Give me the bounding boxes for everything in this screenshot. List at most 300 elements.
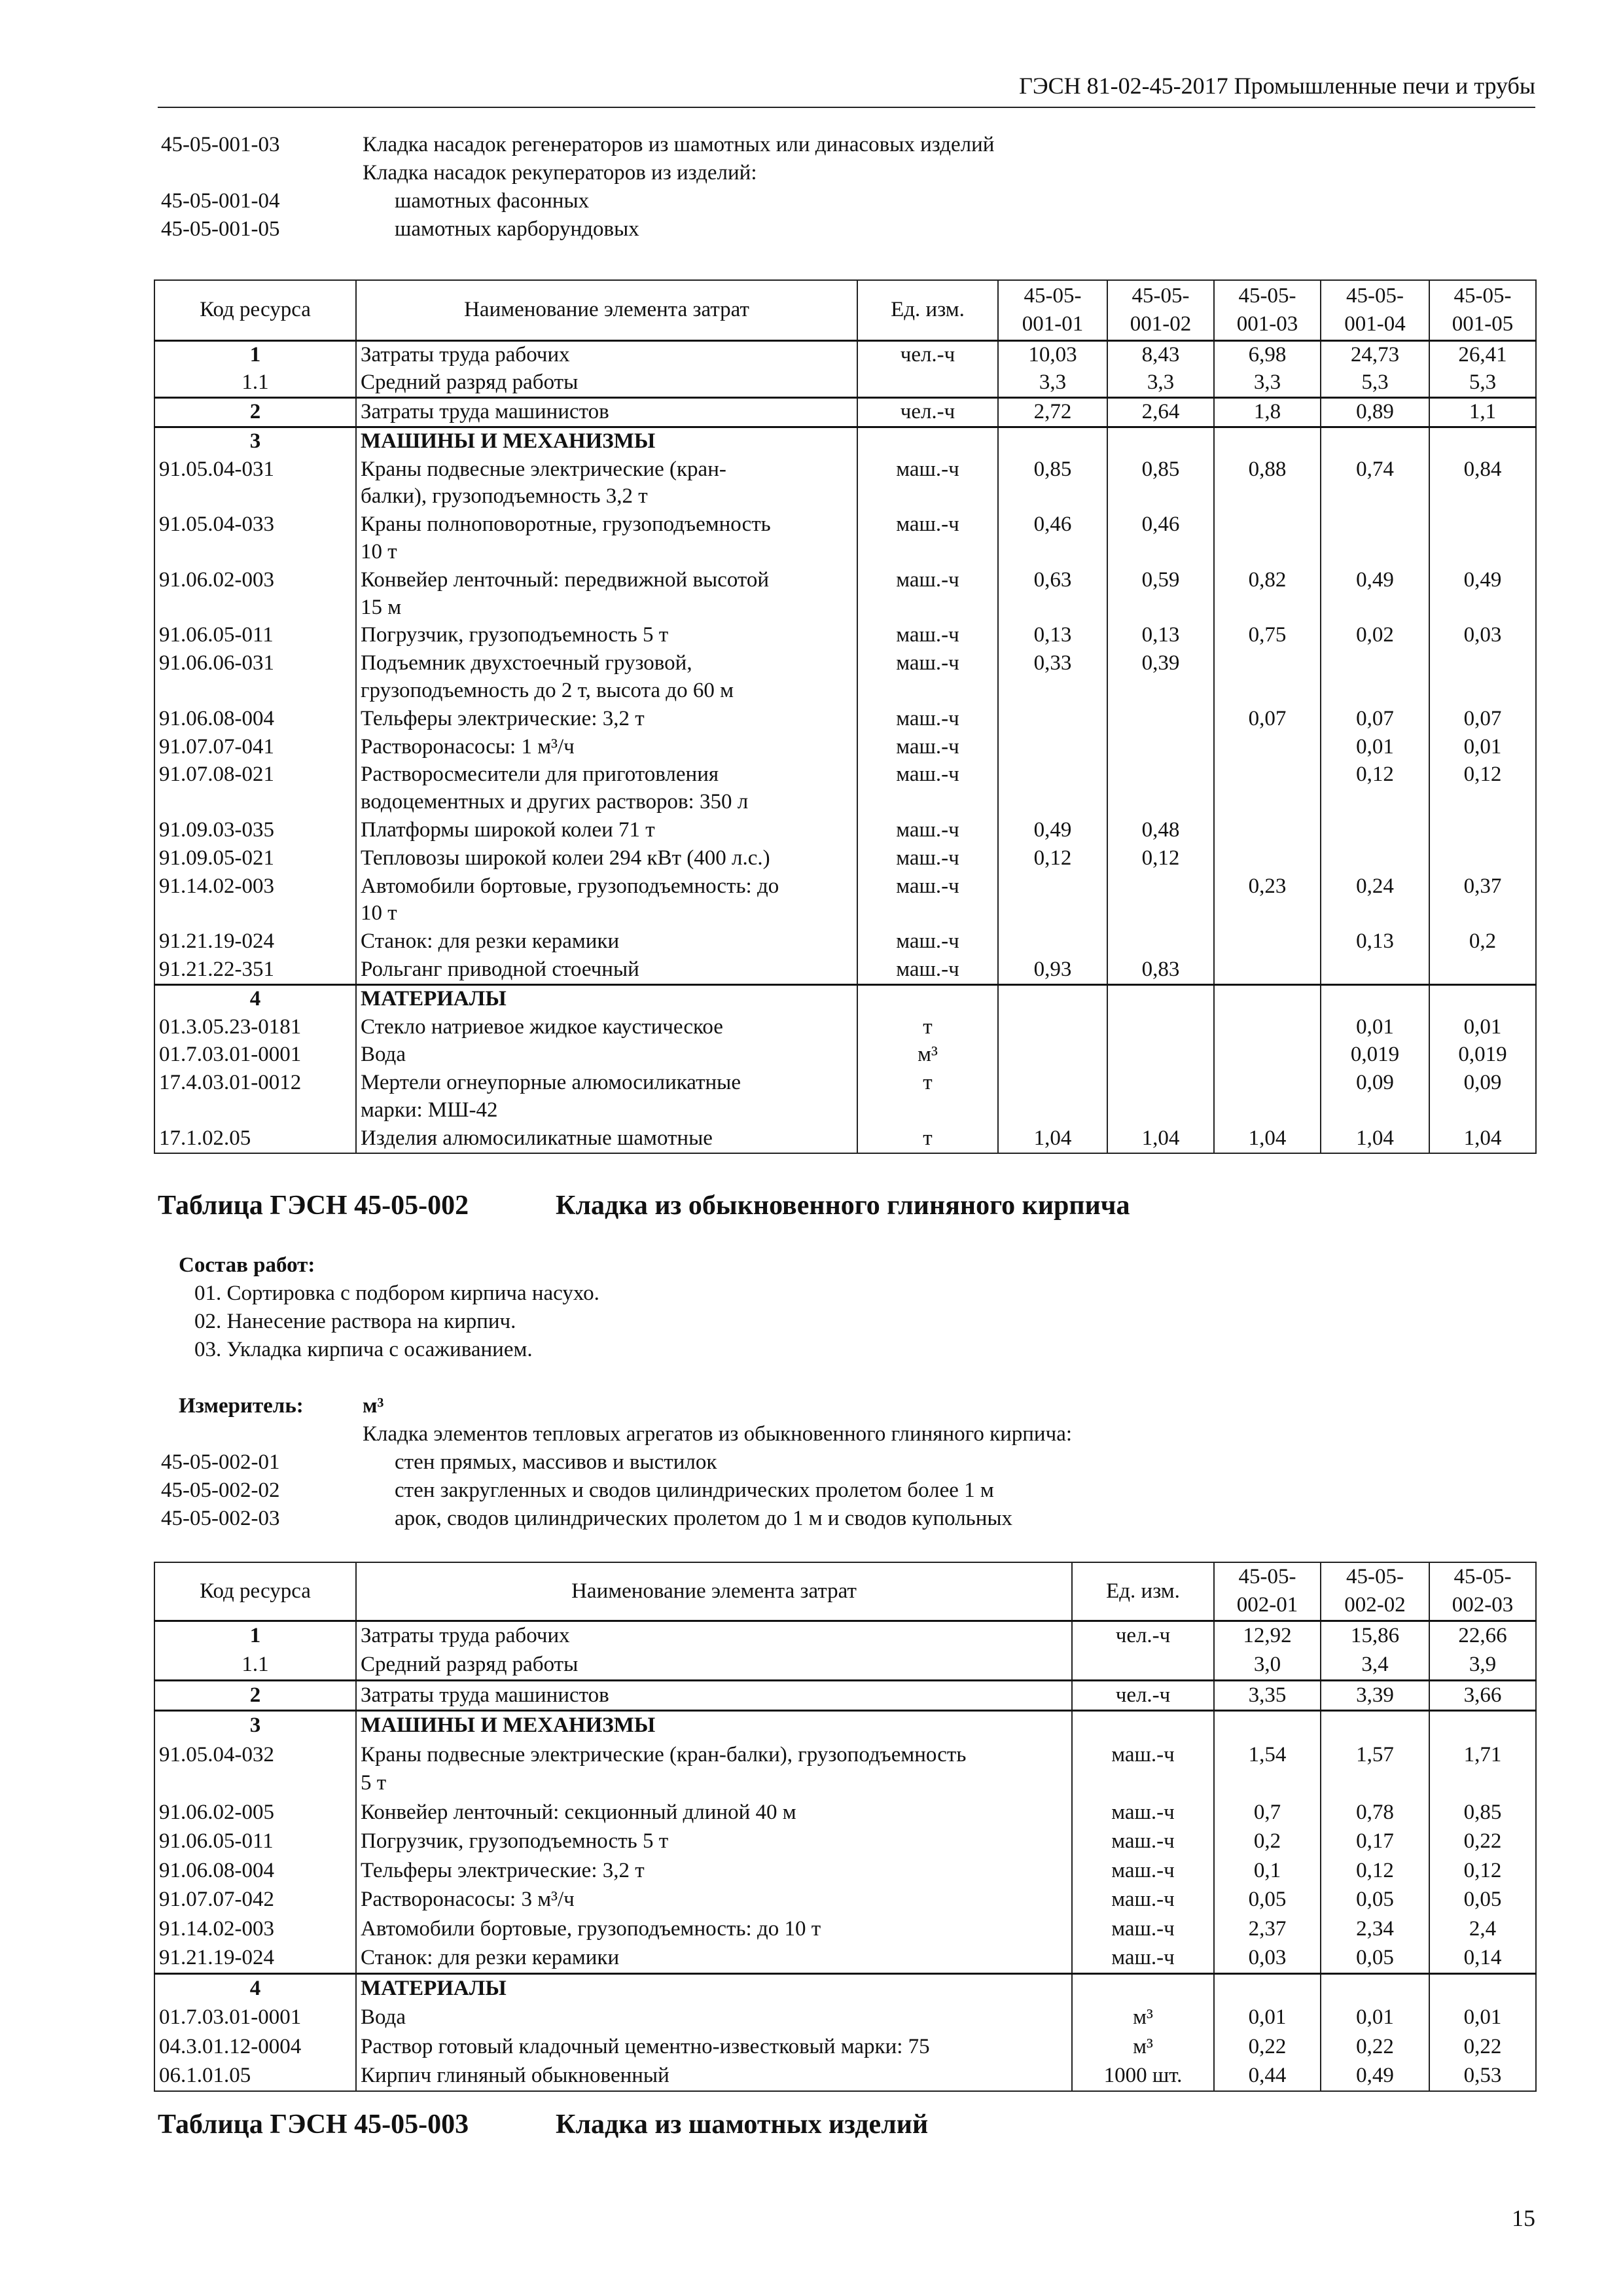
- norm-value: [1321, 427, 1429, 456]
- resource-code: 91.09.03-035: [154, 817, 356, 845]
- norm-value: [1214, 1711, 1321, 1741]
- norm-value: [1321, 1973, 1429, 2003]
- resource-code: 01.3.05.23-0181: [154, 1013, 356, 1041]
- resource-name: Краны подвесные электрические (кран-балки), грузоподъемность 5 т: [356, 1740, 1072, 1798]
- unit: маш.-ч: [857, 650, 998, 706]
- resource-name: Тельферы электрические: 3,2 т: [356, 705, 857, 733]
- resource-name: Рольганг приводной стоечный: [356, 956, 857, 985]
- norm-value: 0,019: [1429, 1041, 1536, 1069]
- resource-code: 06.1.01.05: [154, 2062, 356, 2091]
- norm-description: стен прямых, массивов и выстилок: [395, 1450, 717, 1474]
- norm-value: 0,2: [1214, 1827, 1321, 1857]
- norm-value: 3,3: [1107, 369, 1214, 398]
- norm-value: 2,37: [1214, 1914, 1321, 1944]
- resource-name: МАШИНЫ И МЕХАНИЗМЫ: [356, 427, 857, 456]
- norm-value: 12,92: [1214, 1621, 1321, 1651]
- table-row: [154, 1069, 1536, 1125]
- table-section-row: [154, 1973, 1536, 2003]
- work-item: 02. Нанесение раствора на кирпич.: [194, 1310, 516, 1333]
- norm-value: 0,53: [1429, 2062, 1536, 2091]
- resource-code: 4: [154, 984, 356, 1013]
- norm-value: [1214, 984, 1321, 1013]
- column-header: 45-05- 001-03: [1214, 280, 1321, 340]
- norm-value: 0,7: [1214, 1798, 1321, 1827]
- table-row: [154, 1886, 1536, 1915]
- table-row: [154, 1041, 1536, 1069]
- norms-table-45-05-002: [154, 1562, 1537, 2092]
- resource-code: 91.21.19-024: [154, 1944, 356, 1974]
- norm-value: 0,09: [1429, 1069, 1536, 1125]
- norm-value: [1429, 844, 1536, 872]
- resource-code: 1: [154, 340, 356, 369]
- norm-value: 1,71: [1429, 1740, 1536, 1798]
- norm-value: 3,66: [1429, 1680, 1536, 1711]
- norm-value: 0,89: [1321, 398, 1429, 427]
- norm-value: 3,35: [1214, 1680, 1321, 1711]
- norm-value: 0,85: [1107, 456, 1214, 511]
- unit: маш.-ч: [857, 456, 998, 511]
- table-row: [154, 1124, 1536, 1153]
- norm-value: 0,23: [1214, 872, 1321, 928]
- unit: м³: [857, 1041, 998, 1069]
- norm-value: [1429, 511, 1536, 567]
- resource-code: 04.3.01.12-0004: [154, 2032, 356, 2062]
- norm-value: 0,05: [1321, 1886, 1429, 1915]
- norm-value: 0,01: [1429, 1013, 1536, 1041]
- column-header: 45-05- 001-04: [1321, 280, 1429, 340]
- resource-name: Конвейер ленточный: секционный длиной 40 м: [356, 1798, 1072, 1827]
- norm-value: [1214, 733, 1321, 761]
- norm-value: [1214, 427, 1321, 456]
- norm-value: [998, 705, 1107, 733]
- page-number: 15: [1512, 2205, 1535, 2231]
- norm-value: 15,86: [1321, 1621, 1429, 1651]
- resource-code: 91.21.19-024: [154, 928, 356, 956]
- resource-name: Краны подвесные электрические (кран- балки), грузоподъемность 3,2 т: [356, 456, 857, 511]
- unit: м³: [1072, 2032, 1214, 2062]
- norm-value: [1321, 511, 1429, 567]
- norm-value: 0,14: [1429, 1944, 1536, 1974]
- resource-code: 2: [154, 1680, 356, 1711]
- unit: [857, 369, 998, 398]
- resource-code: 2: [154, 398, 356, 427]
- norm-value: 3,9: [1429, 1651, 1536, 1681]
- unit: 1000 шт.: [1072, 2062, 1214, 2091]
- norm-value: [1107, 1041, 1214, 1069]
- norm-value: 0,01: [1321, 2003, 1429, 2033]
- norm-value: 0,019: [1321, 1041, 1429, 1069]
- resource-name: МАТЕРИАЛЫ: [356, 984, 857, 1013]
- resource-code: 91.07.07-042: [154, 1886, 356, 1915]
- norm-code: 45-05-002-03: [161, 1507, 280, 1530]
- norm-value: [1214, 761, 1321, 817]
- norm-value: 0,07: [1321, 705, 1429, 733]
- norm-value: 3,3: [998, 369, 1107, 398]
- unit: маш.-ч: [1072, 1740, 1214, 1798]
- column-header: 45-05- 002-02: [1321, 1562, 1429, 1621]
- resource-name: МАШИНЫ И МЕХАНИЗМЫ: [356, 1711, 1072, 1741]
- norm-value: [1107, 761, 1214, 817]
- norm-value: 0,1: [1214, 1856, 1321, 1886]
- norm-value: [1107, 427, 1214, 456]
- resource-name: Затраты труда машинистов: [356, 1680, 1072, 1711]
- table-row: [154, 844, 1536, 872]
- resource-name: Растворосмесители для приготовления водоцементных и других растворов: 350 л: [356, 761, 857, 817]
- norm-value: 10,03: [998, 340, 1107, 369]
- norm-value: 0,02: [1321, 622, 1429, 650]
- table-title: Кладка из обыкновенного глиняного кирпича: [556, 1191, 1130, 1221]
- norm-value: [1107, 984, 1214, 1013]
- norm-value: 0,59: [1107, 566, 1214, 622]
- norm-value: 0,12: [1429, 761, 1536, 817]
- norm-value: 1,04: [1429, 1124, 1536, 1153]
- norm-code: 45-05-002-01: [161, 1450, 280, 1474]
- norm-value: 0,48: [1107, 817, 1214, 845]
- table-row: [154, 928, 1536, 956]
- unit: маш.-ч: [1072, 1798, 1214, 1827]
- resource-name: Станок: для резки керамики: [356, 928, 857, 956]
- norm-value: 1,8: [1214, 398, 1321, 427]
- resource-code: 91.06.06-031: [154, 650, 356, 706]
- unit: маш.-ч: [857, 872, 998, 928]
- norm-value: 0,07: [1214, 705, 1321, 733]
- table-row: [154, 650, 1536, 706]
- norm-value: 0,22: [1429, 2032, 1536, 2062]
- table-row: [154, 1740, 1536, 1798]
- norm-value: [1321, 984, 1429, 1013]
- norm-description: стен закругленных и сводов цилиндрических пролетом более 1 м: [395, 1479, 994, 1502]
- intro-code: 45-05-001-04: [161, 189, 280, 213]
- norm-value: 0,13: [998, 622, 1107, 650]
- unit: маш.-ч: [1072, 1827, 1214, 1857]
- norm-value: [1214, 817, 1321, 845]
- resource-name: Затраты труда рабочих: [356, 340, 857, 369]
- resource-code: 91.06.05-011: [154, 1827, 356, 1857]
- norm-value: [1429, 650, 1536, 706]
- resource-name: Стекло натриевое жидкое каустическое: [356, 1013, 857, 1041]
- norm-value: 0,03: [1214, 1944, 1321, 1974]
- unit: [857, 427, 998, 456]
- norm-value: 0,01: [1429, 733, 1536, 761]
- table-row: [154, 566, 1536, 622]
- norm-value: 0,46: [998, 511, 1107, 567]
- column-header: Наименование элемента затрат: [356, 1562, 1072, 1621]
- unit: чел.-ч: [857, 398, 998, 427]
- norm-value: 0,88: [1214, 456, 1321, 511]
- norm-value: 0,01: [1429, 2003, 1536, 2033]
- norm-value: 3,39: [1321, 1680, 1429, 1711]
- norm-value: 1,1: [1429, 398, 1536, 427]
- norm-value: 1,04: [1321, 1124, 1429, 1153]
- norm-value: 1,04: [1214, 1124, 1321, 1153]
- resource-name: Растворонасосы: 3 м³/ч: [356, 1886, 1072, 1915]
- norm-value: 0,49: [1321, 566, 1429, 622]
- unit: маш.-ч: [1072, 1856, 1214, 1886]
- unit: т: [857, 1069, 998, 1125]
- unit: [1072, 1651, 1214, 1681]
- work-item: 01. Сортировка с подбором кирпича насухо.: [194, 1282, 599, 1305]
- norm-value: 0,83: [1107, 956, 1214, 985]
- resource-code: 91.06.02-003: [154, 566, 356, 622]
- resource-name: Растворонасосы: 1 м³/ч: [356, 733, 857, 761]
- norm-value: [1107, 928, 1214, 956]
- resource-code: 3: [154, 1711, 356, 1741]
- unit: чел.-ч: [857, 340, 998, 369]
- norm-value: [998, 733, 1107, 761]
- unit: маш.-ч: [857, 566, 998, 622]
- norm-value: 0,44: [1214, 2062, 1321, 2091]
- norm-value: 0,12: [1321, 1856, 1429, 1886]
- norm-value: 8,43: [1107, 340, 1214, 369]
- norm-value: [1429, 1973, 1536, 2003]
- table-row: [154, 1944, 1536, 1974]
- norm-value: 26,41: [1429, 340, 1536, 369]
- norm-value: 0,17: [1321, 1827, 1429, 1857]
- norm-value: 1,04: [998, 1124, 1107, 1153]
- norm-value: [1321, 650, 1429, 706]
- norm-value: [1321, 1711, 1429, 1741]
- measure-label: Измеритель:: [179, 1394, 304, 1418]
- unit: [1072, 1973, 1214, 2003]
- header-rule: [158, 107, 1535, 108]
- norm-value: 0,2: [1429, 928, 1536, 956]
- resource-code: 01.7.03.01-0001: [154, 2003, 356, 2033]
- resource-code: 91.07.07-041: [154, 733, 356, 761]
- norm-value: 0,82: [1214, 566, 1321, 622]
- column-header: 45-05- 002-03: [1429, 1562, 1536, 1621]
- norm-value: 0,13: [1321, 928, 1429, 956]
- resource-code: 91.06.08-004: [154, 1856, 356, 1886]
- norm-value: 5,3: [1429, 369, 1536, 398]
- unit: маш.-ч: [857, 844, 998, 872]
- norm-value: 0,75: [1214, 622, 1321, 650]
- norm-value: [998, 1013, 1107, 1041]
- unit: маш.-ч: [857, 956, 998, 985]
- resource-name: Затраты труда машинистов: [356, 398, 857, 427]
- column-header: 45-05- 001-05: [1429, 280, 1536, 340]
- unit: чел.-ч: [1072, 1680, 1214, 1711]
- resource-code: 1: [154, 1621, 356, 1651]
- resource-code: 91.14.02-003: [154, 1914, 356, 1944]
- column-header: 45-05- 001-02: [1107, 280, 1214, 340]
- table-section-row: [154, 340, 1536, 369]
- resource-name: Погрузчик, грузоподъемность 5 т: [356, 1827, 1072, 1857]
- column-header: Наименование элемента затрат: [356, 280, 857, 340]
- measure-intro: Кладка элементов тепловых агрегатов из обыкновенного глиняного кирпича:: [363, 1422, 1073, 1446]
- norm-value: 0,46: [1107, 511, 1214, 567]
- resource-code: 91.21.22-351: [154, 956, 356, 985]
- unit: маш.-ч: [1072, 1914, 1214, 1944]
- norm-value: [1429, 956, 1536, 985]
- work-item: 03. Укладка кирпича с осаживанием.: [194, 1338, 533, 1361]
- resource-name: Автомобили бортовые, грузоподъемность: до 10 т: [356, 1914, 1072, 1944]
- table-row: [154, 2003, 1536, 2033]
- norm-value: 0,12: [1429, 1856, 1536, 1886]
- measure-unit: м³: [363, 1394, 384, 1418]
- resource-name: Вода: [356, 2003, 1072, 2033]
- table-section-row: [154, 1711, 1536, 1741]
- norm-value: 0,84: [1429, 456, 1536, 511]
- column-header: 45-05- 002-01: [1214, 1562, 1321, 1621]
- unit: маш.-ч: [1072, 1944, 1214, 1974]
- unit: маш.-ч: [1072, 1886, 1214, 1915]
- resource-name: Средний разряд работы: [356, 369, 857, 398]
- resource-code: 91.06.08-004: [154, 705, 356, 733]
- unit: маш.-ч: [857, 733, 998, 761]
- resource-code: 91.06.02-005: [154, 1798, 356, 1827]
- norm-value: 0,22: [1321, 2032, 1429, 2062]
- norm-value: [998, 872, 1107, 928]
- norm-value: 0,07: [1429, 705, 1536, 733]
- table-row: [154, 456, 1536, 511]
- resource-code: 91.05.04-032: [154, 1740, 356, 1798]
- norm-value: 3,4: [1321, 1651, 1429, 1681]
- norm-value: 6,98: [1214, 340, 1321, 369]
- norm-value: 0,01: [1321, 1013, 1429, 1041]
- norm-value: [1214, 1041, 1321, 1069]
- intro-text: Кладка насадок регенераторов из шамотных или динасовых изделий: [363, 133, 995, 156]
- table-section-row: [154, 398, 1536, 427]
- norm-value: [1214, 928, 1321, 956]
- norm-value: 0,12: [1107, 844, 1214, 872]
- unit: маш.-ч: [857, 928, 998, 956]
- norm-value: 0,13: [1107, 622, 1214, 650]
- resource-code: 17.4.03.01-0012: [154, 1069, 356, 1125]
- table-row: [154, 1651, 1536, 1681]
- resource-name: Подъемник двухстоечный грузовой, грузоподъемность до 2 т, высота до 60 м: [356, 650, 857, 706]
- unit: маш.-ч: [857, 622, 998, 650]
- norm-value: 0,85: [998, 456, 1107, 511]
- norm-value: 0,85: [1429, 1798, 1536, 1827]
- resource-code: 91.05.04-031: [154, 456, 356, 511]
- resource-name: Погрузчик, грузоподъемность 5 т: [356, 622, 857, 650]
- column-header: Ед. изм.: [857, 280, 998, 340]
- norm-value: [998, 761, 1107, 817]
- norm-value: 0,22: [1214, 2032, 1321, 2062]
- norm-value: 0,93: [998, 956, 1107, 985]
- norm-value: 0,12: [1321, 761, 1429, 817]
- norm-value: [1214, 956, 1321, 985]
- norm-value: [1214, 1973, 1321, 2003]
- table-row: [154, 1856, 1536, 1886]
- norm-value: 22,66: [1429, 1621, 1536, 1651]
- table-header-row: [154, 280, 1536, 340]
- norm-value: [1429, 984, 1536, 1013]
- work-composition-label: Состав работ:: [179, 1253, 315, 1277]
- norm-value: 0,22: [1429, 1827, 1536, 1857]
- norm-value: 0,05: [1321, 1944, 1429, 1974]
- norm-value: [1214, 511, 1321, 567]
- table-row: [154, 761, 1536, 817]
- table-row: [154, 622, 1536, 650]
- resource-name: Автомобили бортовые, грузоподъемность: до 10 т: [356, 872, 857, 928]
- norm-value: [998, 1069, 1107, 1125]
- norm-value: 0,49: [998, 817, 1107, 845]
- table-row: [154, 956, 1536, 985]
- table-row: [154, 1914, 1536, 1944]
- norm-value: 0,63: [998, 566, 1107, 622]
- table-row: [154, 2032, 1536, 2062]
- norm-code: 45-05-002-02: [161, 1479, 280, 1502]
- norm-value: 0,49: [1321, 2062, 1429, 2091]
- resource-code: 17.1.02.05: [154, 1124, 356, 1153]
- norm-value: 0,78: [1321, 1798, 1429, 1827]
- table-row: [154, 1798, 1536, 1827]
- norm-value: [1214, 650, 1321, 706]
- resource-code: 1.1: [154, 1651, 356, 1681]
- table-row: [154, 733, 1536, 761]
- unit: [857, 984, 998, 1013]
- norm-value: 1,54: [1214, 1740, 1321, 1798]
- resource-code: 01.7.03.01-0001: [154, 1041, 356, 1069]
- unit: чел.-ч: [1072, 1621, 1214, 1651]
- norm-value: [998, 928, 1107, 956]
- norm-value: 0,01: [1214, 2003, 1321, 2033]
- running-header: ГЭСН 81-02-45-2017 Промышленные печи и трубы: [1019, 73, 1535, 99]
- table-label: Таблица ГЭСН 45-05-002: [158, 1191, 469, 1221]
- column-header: Код ресурса: [154, 280, 356, 340]
- norm-value: 2,64: [1107, 398, 1214, 427]
- norm-value: 0,49: [1429, 566, 1536, 622]
- resource-code: 91.09.05-021: [154, 844, 356, 872]
- norm-value: 24,73: [1321, 340, 1429, 369]
- norm-value: 0,33: [998, 650, 1107, 706]
- norm-value: [1321, 817, 1429, 845]
- table-label: Таблица ГЭСН 45-05-003: [158, 2109, 469, 2140]
- column-header: Код ресурса: [154, 1562, 356, 1621]
- resource-name: Затраты труда рабочих: [356, 1621, 1072, 1651]
- norm-value: 5,3: [1321, 369, 1429, 398]
- resource-code: 91.06.05-011: [154, 622, 356, 650]
- norm-value: [1321, 844, 1429, 872]
- norm-value: [998, 427, 1107, 456]
- resource-name: Мертели огнеупорные алюмосиликатные марки: МШ-42: [356, 1069, 857, 1125]
- norm-value: 2,34: [1321, 1914, 1429, 1944]
- resource-name: Вода: [356, 1041, 857, 1069]
- resource-name: Конвейер ленточный: передвижной высотой 15 м: [356, 566, 857, 622]
- unit: маш.-ч: [857, 761, 998, 817]
- norm-value: 3,3: [1214, 369, 1321, 398]
- norm-value: 0,74: [1321, 456, 1429, 511]
- resource-name: Станок: для резки керамики: [356, 1944, 1072, 1974]
- intro-code: 45-05-001-05: [161, 217, 280, 241]
- table-row: [154, 369, 1536, 398]
- table-row: [154, 817, 1536, 845]
- resource-code: 1.1: [154, 369, 356, 398]
- resource-code: 91.05.04-033: [154, 511, 356, 567]
- norm-value: [998, 984, 1107, 1013]
- column-header: 45-05- 001-01: [998, 280, 1107, 340]
- resource-name: Тельферы электрические: 3,2 т: [356, 1856, 1072, 1886]
- norm-value: [1429, 817, 1536, 845]
- unit: маш.-ч: [857, 705, 998, 733]
- resource-name: Краны полноповоротные, грузоподъемность 10 т: [356, 511, 857, 567]
- resource-code: 91.07.08-021: [154, 761, 356, 817]
- intro-text: шамотных фасонных: [395, 189, 590, 213]
- table-row: [154, 1827, 1536, 1857]
- table-row: [154, 872, 1536, 928]
- resource-name: Изделия алюмосиликатные шамотные: [356, 1124, 857, 1153]
- norm-value: 3,0: [1214, 1651, 1321, 1681]
- norm-value: 0,09: [1321, 1069, 1429, 1125]
- unit: [1072, 1711, 1214, 1741]
- resource-name: Кирпич глиняный обыкновенный: [356, 2062, 1072, 2091]
- norm-value: 0,37: [1429, 872, 1536, 928]
- intro-text: Кладка насадок рекуператоров из изделий:: [363, 161, 757, 185]
- unit: м³: [1072, 2003, 1214, 2033]
- norm-value: 0,01: [1321, 733, 1429, 761]
- norm-value: [1107, 705, 1214, 733]
